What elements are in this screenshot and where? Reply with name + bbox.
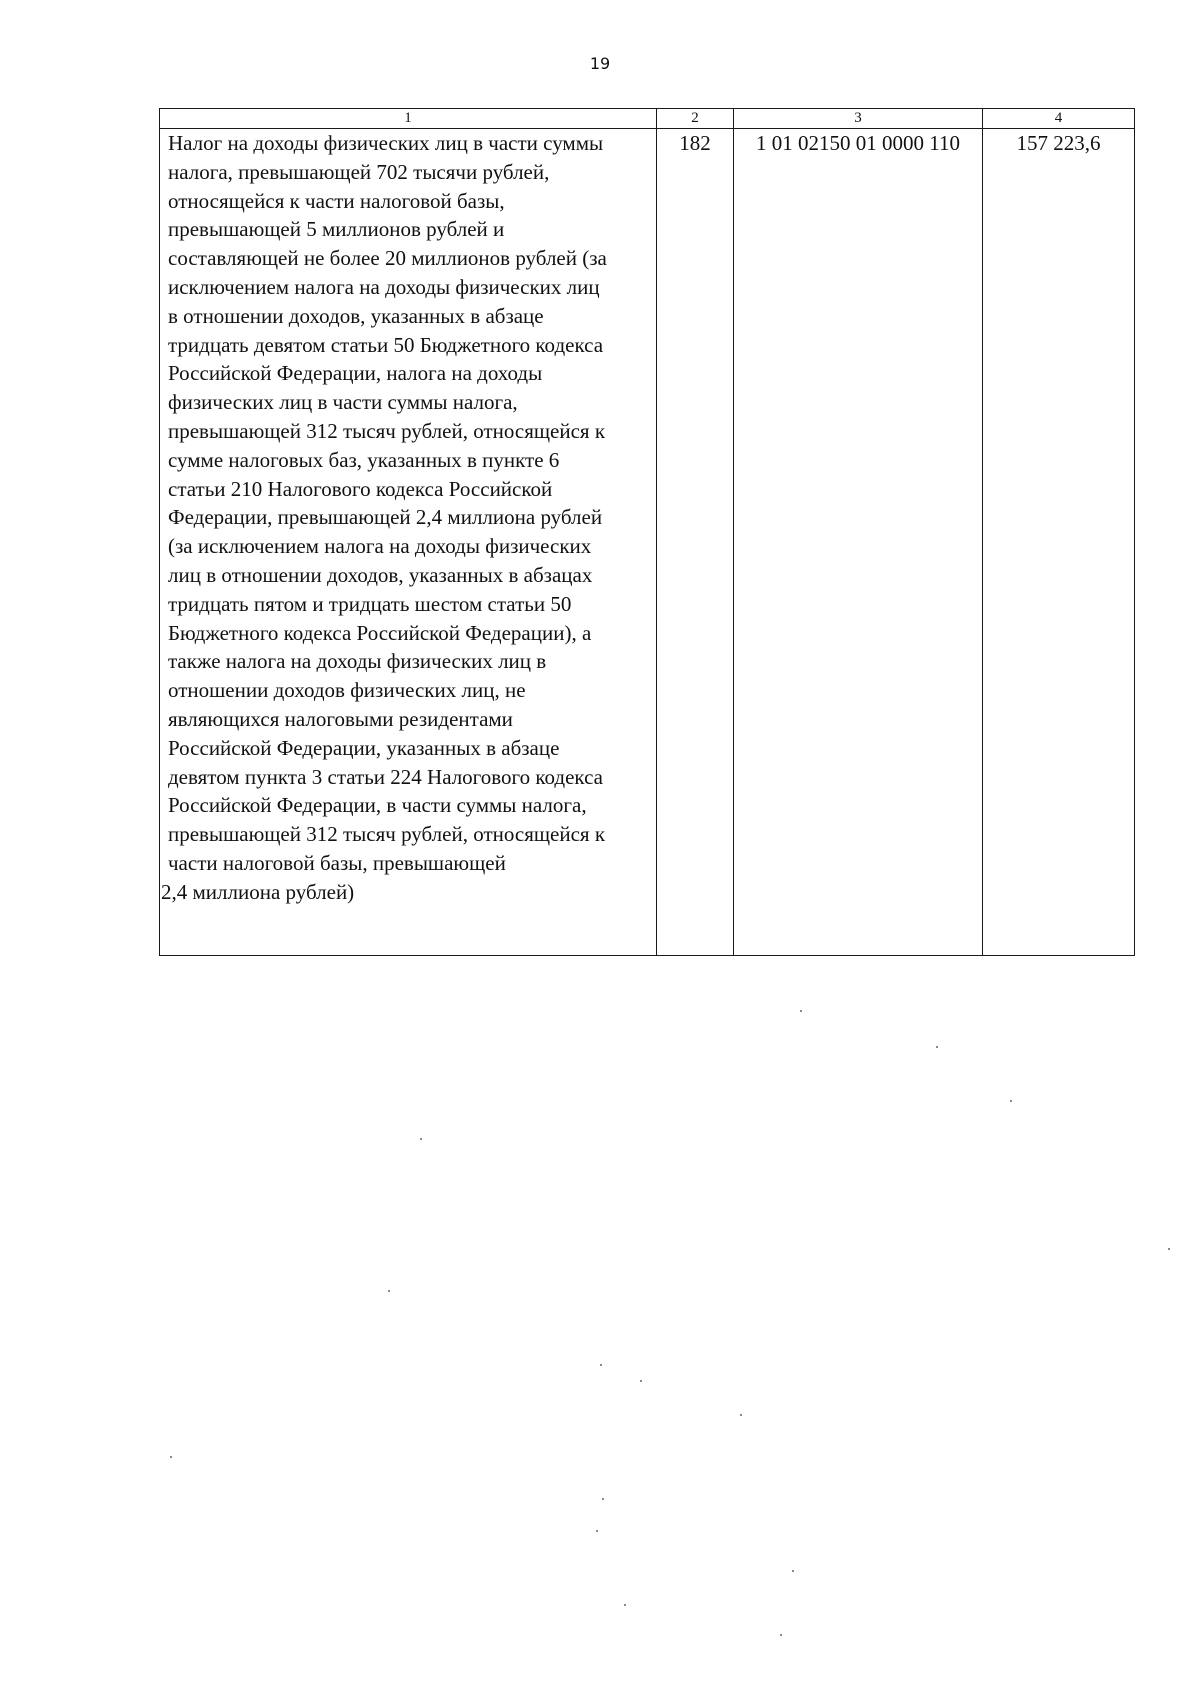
admin-code-cell: 182: [657, 129, 734, 956]
description-line: составляющей не более 20 миллионов рублей (за: [168, 246, 607, 271]
scan-speck: [800, 1010, 802, 1012]
description-line: отношении доходов физических лиц, не: [168, 678, 526, 703]
revenue-description-cell: [160, 129, 657, 956]
scan-speck: [596, 1530, 598, 1532]
scan-speck: [1010, 1100, 1012, 1102]
description-line: сумме налоговых баз, указанных в пункте 6: [168, 447, 560, 472]
description-line: являющихся налоговыми резидентами: [168, 706, 513, 731]
description-line: (за исключением налога на доходы физических: [168, 534, 592, 559]
scan-speck: [1168, 1248, 1170, 1250]
description-line: Российской Федерации, в части суммы налога,: [168, 793, 587, 818]
description-line: Бюджетного кодекса Российской Федерации), а: [168, 620, 592, 645]
page-number: 19: [589, 54, 611, 73]
table-row: [160, 129, 1135, 956]
description-line: Федерации, превышающей 2,4 миллиона рублей: [168, 505, 603, 530]
description-line: превышающей 5 миллионов рублей и: [168, 217, 505, 242]
description-line: 2,4 миллиона рублей): [161, 879, 355, 904]
scan-speck: [740, 1414, 742, 1416]
description-line: лиц в отношении доходов, указанных в абзацах: [168, 562, 593, 587]
scan-speck: [780, 1634, 782, 1636]
description-line: тридцать девятом статьи 50 Бюджетного кодекса: [168, 332, 604, 357]
column-header-3: 3: [734, 109, 983, 129]
column-header-2: 2: [657, 109, 734, 129]
description-line: исключением налога на доходы физических лиц: [168, 274, 600, 299]
description-line: превышающей 312 тысяч рублей, относящейся к: [168, 418, 606, 443]
scan-speck: [792, 1570, 794, 1572]
budget-revenue-table: [159, 108, 1135, 956]
description-line: также налога на доходы физических лиц в: [168, 649, 547, 674]
description-line: тридцать пятом и тридцать шестом статьи 50: [168, 591, 572, 616]
description-line: девятом пункта 3 статьи 224 Налогового кодекса: [168, 764, 603, 789]
scan-speck: [170, 1456, 172, 1458]
scan-speck: [388, 1290, 390, 1292]
description-line: превышающей 312 тысяч рублей, относящейся к: [168, 822, 606, 847]
description-line: части налоговой базы, превышающей: [168, 850, 506, 875]
description-line: Российской Федерации, налога на доходы: [168, 361, 543, 386]
description-line: в отношении доходов, указанных в абзаце: [168, 303, 544, 328]
table-header-row: [160, 109, 1135, 129]
description-line: налога, превышающей 702 тысячи рублей,: [168, 159, 550, 184]
description-line: относящейся к части налоговой базы,: [168, 188, 505, 213]
description-line: Налог на доходы физических лиц в части суммы: [168, 131, 604, 155]
description-line: физических лиц в части суммы налога,: [168, 390, 518, 415]
scan-speck: [624, 1604, 626, 1606]
column-header-4: 4: [983, 109, 1135, 129]
amount-cell: 157 223,6: [983, 129, 1135, 956]
column-header-1: 1: [160, 109, 657, 129]
description-line: Российской Федерации, указанных в абзаце: [168, 735, 560, 760]
budget-classification-code-cell: 1 01 02150 01 0000 110: [734, 129, 983, 956]
scan-speck: [600, 1364, 602, 1366]
scan-speck: [936, 1046, 938, 1048]
scan-speck: [640, 1380, 642, 1382]
scan-speck: [602, 1498, 604, 1500]
scan-speck: [420, 1138, 422, 1140]
description-line: статьи 210 Налогового кодекса Российской: [168, 476, 553, 501]
